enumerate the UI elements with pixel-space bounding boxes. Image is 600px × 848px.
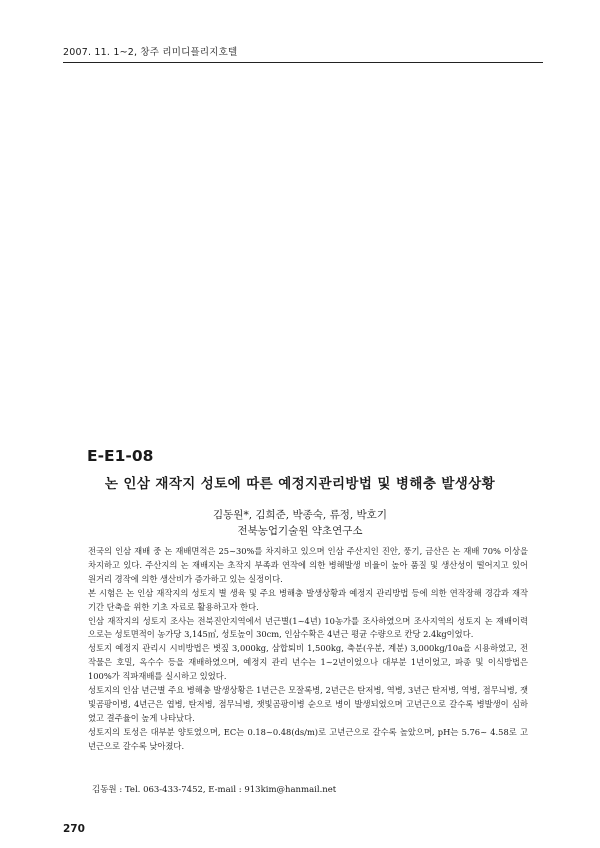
abstract-paragraph: 인삼 재작지의 성토지 조사는 전북진안지역에서 년근별(1~4년) 10농가를 조사하였으며 조사지역의 성토지 논 재배이력으로는 성토면적이 농가당 3,145㎡, 성토높이 30cm, 인삼수확은 4년근 평균 수량으로 칸당 2.4kg이었다. <box>88 615 528 640</box>
paper-code: E-E1-08 <box>87 447 154 465</box>
abstract-paragraph: 본 시험은 논 인삼 재작지의 성토지 별 생육 및 주요 병해충 발생상황과 예정지 관리방법 등에 의한 연작장해 경감과 재작기간 단축을 위한 기초 자료로 활용하고자 한다. <box>88 587 528 612</box>
abstract-paragraph: 성토지의 인삼 년근별 주요 병해충 발생상황은 1년근은 모잘록병, 2년근은 탄저병, 역병, 3년근 탄저병, 역병, 점무늬병, 잿빛곰팡이병, 4년근은 엽병, 탄저병, 점무늬병, 잿빛곰팡이병 순으로 병이 발생되었으며 고년근으로 갈수록 병발생이 심하였고 결주율이 높게 나타났다. <box>88 685 528 723</box>
abstract-paragraph: 성토지 예정지 관리시 시비방법은 볏짚 3,000kg, 삼합퇴비 1,500kg, 축분(우분, 계분) 3,000kg/10a을 시용하였고, 전작물은 호밀, 옥수수 등을 재배하였으며, 예정지 관리 년수는 1~2년이었으나 대부분 1년이었고, 파종 및 이식방법은 100%가 직파재배를 실시하고 있었다. <box>88 643 528 682</box>
page-number: 270 <box>63 823 85 835</box>
header-rule <box>63 62 543 63</box>
paper-affiliation: 전북농업기술원 약초연구소 <box>237 525 363 537</box>
abstract-paragraph: 성토지의 토성은 대부분 양토였으며, EC는 0.18~0.48(ds/m)로 고년근으로 갈수록 높았으며, pH는 5.76~ 4.58로 고년근으로 갈수록 낮아졌다. <box>88 726 528 751</box>
abstract-paragraph: 전국의 인삼 재배 중 논 재배면적은 25~30%를 차지하고 있으며 인삼 주산지인 진안, 풍기, 금산은 논 재배 70% 이상을 차지하고 있다. 주산지의 논 재배지는 초작지 부족과 연작에 의한 병해발생 비율이 높아 품질 및 생산성이 떨어지고 있어 원거리 경작에 의한 생산비가 증가하고 있는 실정이다. <box>88 546 528 584</box>
author-contact: 김동원 : Tel. 063-433-7452, E-mail : 913kim@hanmail.net <box>92 785 337 795</box>
running-header: 2007. 11. 1~2, 창주 리미디플리지호텔 <box>63 47 238 58</box>
abstract-body <box>88 545 528 754</box>
paper-authors: 김동원*, 김희준, 박종숙, 류정, 박호기 <box>213 509 387 521</box>
paper-title: 논 인삼 재작지 성토에 따른 예정지관리방법 및 병해충 발생상황 <box>104 476 496 492</box>
